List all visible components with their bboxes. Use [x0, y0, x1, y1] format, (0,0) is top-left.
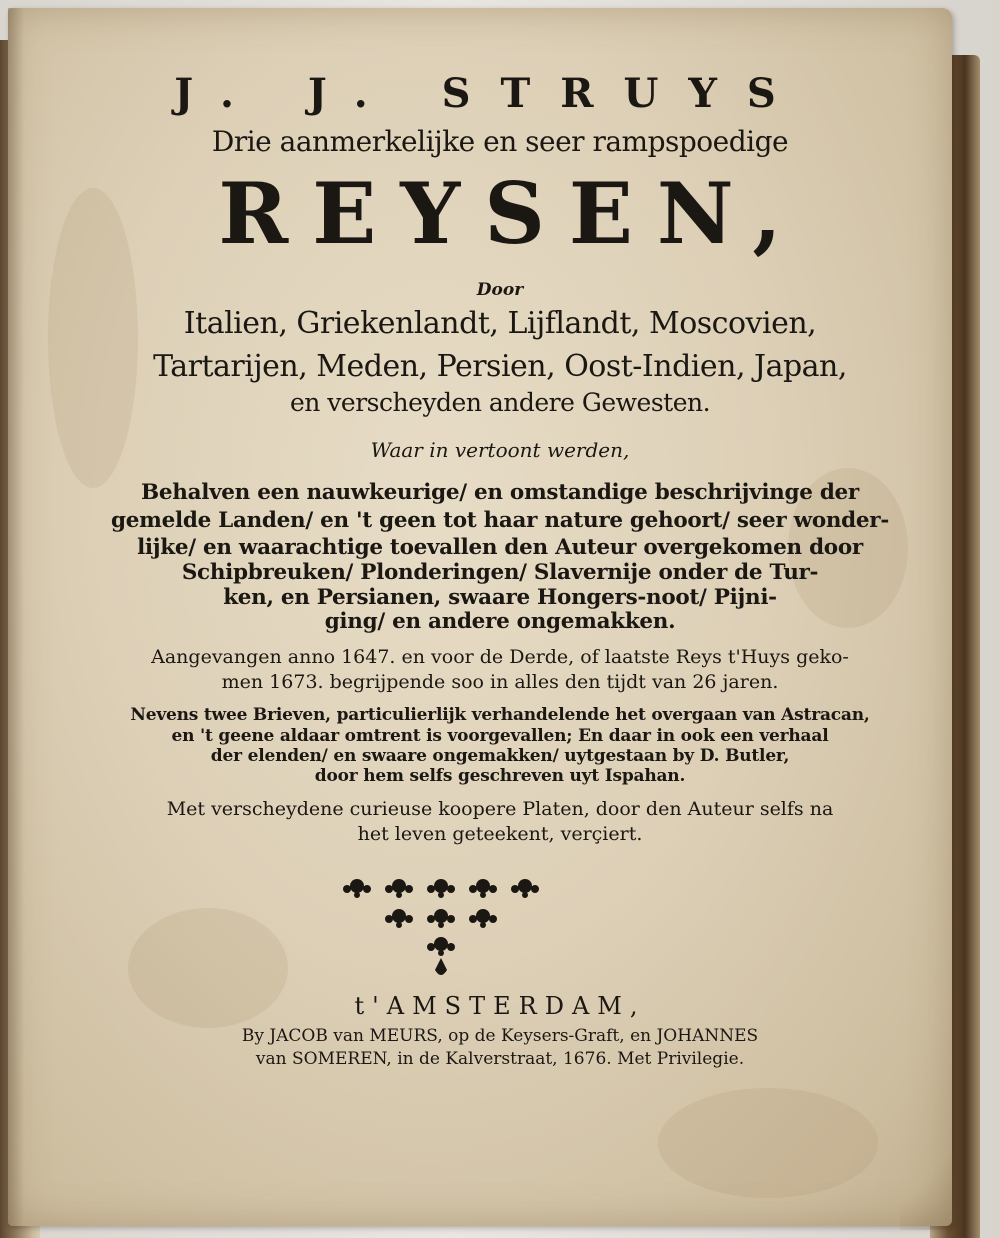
nevens-line: Nevens twee Brieven, particulierlijk verhandelende het overgaan van Astracan, [130, 705, 870, 725]
imprint-line: By JACOB van MEURS, op de Keysers-Graft, en JOHANNES [241, 1026, 759, 1046]
page-corner-wear [900, 1150, 955, 1230]
waar-in-heading: Waar in vertoont werden, [370, 438, 630, 462]
author-name: J. J. STRUYS [174, 70, 806, 117]
subtitle: Drie aanmerkelijke en seer rampspoedige [211, 125, 789, 158]
nevens-line: en 't geene aldaar omtrent is voorgevallen; En daar in ook een verhaal [171, 726, 829, 746]
city-name: t'AMSTERDAM, [354, 992, 646, 1020]
paper-stain [658, 1088, 878, 1198]
places-line-1: Italien, Griekenlandt, Lijflandt, Moscovien, [183, 306, 817, 341]
places-line-2: Tartarijen, Meden, Persien, Oost-Indien, Japan, [153, 349, 847, 384]
main-title: REYSEN, [218, 164, 806, 263]
description-line: ging/ en andere ongemakken. [324, 609, 676, 634]
door-word: Door [476, 280, 524, 300]
description-line: Schipbreuken/ Plonderingen/ Slavernije onder de Tur- [181, 560, 819, 585]
description-line: lijke/ en waarachtige toevallen den Auteur overgekomen door [137, 535, 863, 560]
nevens-line: der elenden/ en swaare ongemakken/ uytgestaan by D. Butler, [210, 746, 790, 766]
fleuron-ornament-icon [336, 872, 546, 982]
description-line: ken, en Persianen, swaare Hongers-noot/ Pijni- [223, 585, 777, 610]
met-line: Met verscheydene curieuse koopere Platen, door den Auteur selfs na [166, 798, 834, 820]
description-line: Behalven een nauwkeurige/ en omstandige beschrijvinge der [141, 480, 859, 505]
places-line-3: en verscheyden andere Gewesten. [289, 388, 711, 417]
description-line: gemelde Landen/ en 't geen tot haar nature gehoort/ seer wonder- [111, 508, 889, 533]
nevens-line: door hem selfs geschreven uyt Ispahan. [314, 766, 686, 786]
imprint-line: van SOMEREN, in de Kalverstraat, 1676. Met Privilegie. [255, 1049, 745, 1069]
aangevangen-line: Aangevangen anno 1647. en voor de Derde, of laatste Reys t'Huys geko- [151, 646, 849, 668]
met-line: het leven geteekent, verçiert. [357, 823, 643, 845]
aangevangen-line: men 1673. begrijpende soo in alles den tijdt van 26 jaren. [221, 671, 779, 693]
